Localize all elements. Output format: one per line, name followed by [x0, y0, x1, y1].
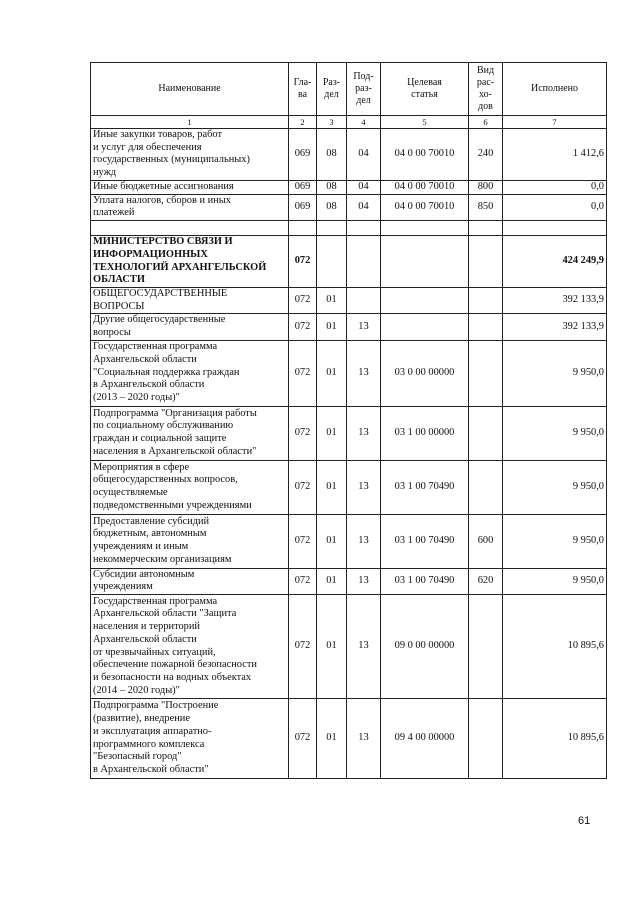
table-row	[91, 460, 607, 514]
column-number: 6	[469, 116, 503, 129]
header-subsection: Под- раз- дел	[347, 63, 381, 116]
row-amount: 9 950,0	[503, 406, 607, 460]
row-name: Мероприятия в сфере общегосударственных вопросов, осуществляемые подведомственными учреждениями	[91, 460, 289, 514]
header-executed: Исполнено	[503, 63, 607, 116]
row-type: 600	[469, 514, 503, 568]
row-type	[469, 340, 503, 406]
row-chapter: 072	[289, 406, 317, 460]
row-section: 01	[317, 314, 347, 340]
row-amount: 10 895,6	[503, 595, 607, 699]
row-name: ОБЩЕГОСУДАРСТВЕННЫЕ ВОПРОСЫ	[91, 287, 289, 313]
row-section	[317, 236, 347, 288]
document-sheet	[90, 62, 606, 779]
row-name: Другие общегосударственные вопросы	[91, 314, 289, 340]
row-target	[381, 314, 469, 340]
row-name: Подпрограмма "Организация работы по социальному обслуживанию граждан и социальной защите населения в Архангельской области"	[91, 406, 289, 460]
row-type: 850	[469, 194, 503, 220]
table-row	[91, 699, 607, 779]
row-subsection: 13	[347, 568, 381, 594]
row-amount: 1 412,6	[503, 129, 607, 181]
row-type	[469, 314, 503, 340]
header-section: Раз- дел	[317, 63, 347, 116]
row-subsection	[347, 287, 381, 313]
column-number: 7	[503, 116, 607, 129]
row-target: 03 0 00 00000	[381, 340, 469, 406]
row-subsection: 04	[347, 180, 381, 194]
row-subsection: 13	[347, 514, 381, 568]
row-chapter: 072	[289, 236, 317, 288]
row-name: Подпрограмма "Построение (развитие), внедрение и эксплуатация аппаратно- программного комплекса "Безопасный город" в Архангельской области"	[91, 699, 289, 779]
table-row	[91, 180, 607, 194]
row-section: 01	[317, 460, 347, 514]
row-type: 620	[469, 568, 503, 594]
row-section: 08	[317, 194, 347, 220]
row-type	[469, 460, 503, 514]
row-subsection: 13	[347, 340, 381, 406]
row-target: 09 0 00 00000	[381, 595, 469, 699]
row-target: 04 0 00 70010	[381, 129, 469, 181]
row-chapter: 069	[289, 129, 317, 181]
row-target: 03 1 00 00000	[381, 406, 469, 460]
table-row	[91, 568, 607, 594]
row-target: 09 4 00 00000	[381, 699, 469, 779]
header-expense-type: Вид рас- хо- дов	[469, 63, 503, 116]
row-name: Предоставление субсидий бюджетным, автономным учреждениям и иным некоммерческим организациям	[91, 514, 289, 568]
row-amount: 10 895,6	[503, 699, 607, 779]
page-number: 61	[578, 815, 591, 827]
row-section: 01	[317, 699, 347, 779]
row-target: 04 0 00 70010	[381, 180, 469, 194]
table-row	[91, 129, 607, 181]
row-amount: 392 133,9	[503, 314, 607, 340]
row-target: 04 0 00 70010	[381, 194, 469, 220]
header-target: Целевая статья	[381, 63, 469, 116]
row-amount: 9 950,0	[503, 568, 607, 594]
empty-cell	[469, 221, 503, 236]
row-subsection: 04	[347, 194, 381, 220]
row-section: 08	[317, 180, 347, 194]
row-section: 01	[317, 340, 347, 406]
row-target	[381, 236, 469, 288]
row-chapter: 072	[289, 699, 317, 779]
row-chapter: 072	[289, 514, 317, 568]
row-type	[469, 406, 503, 460]
table-row	[91, 340, 607, 406]
table-row	[91, 314, 607, 340]
row-chapter: 072	[289, 595, 317, 699]
row-name: МИНИСТЕРСТВО СВЯЗИ И ИНФОРМАЦИОННЫХ ТЕХНОЛОГИЙ АРХАНГЕЛЬСКОЙ ОБЛАСТИ	[91, 236, 289, 288]
row-section: 01	[317, 287, 347, 313]
empty-cell	[289, 221, 317, 236]
row-amount: 9 950,0	[503, 514, 607, 568]
row-subsection: 13	[347, 699, 381, 779]
row-section: 08	[317, 129, 347, 181]
column-number: 4	[347, 116, 381, 129]
row-name: Иные бюджетные ассигнования	[91, 180, 289, 194]
row-subsection: 13	[347, 406, 381, 460]
row-type: 240	[469, 129, 503, 181]
row-chapter: 072	[289, 460, 317, 514]
table-row	[91, 514, 607, 568]
row-name: Субсидии автономным учреждениям	[91, 568, 289, 594]
row-section: 01	[317, 595, 347, 699]
row-section: 01	[317, 514, 347, 568]
row-amount: 424 249,9	[503, 236, 607, 288]
table-spacer-row	[91, 221, 607, 236]
row-chapter: 072	[289, 340, 317, 406]
column-number: 3	[317, 116, 347, 129]
row-target: 03 1 00 70490	[381, 514, 469, 568]
column-number: 1	[91, 116, 289, 129]
row-chapter: 072	[289, 568, 317, 594]
empty-cell	[91, 221, 289, 236]
empty-cell	[381, 221, 469, 236]
row-amount: 9 950,0	[503, 340, 607, 406]
table-header-row	[91, 63, 607, 116]
row-section: 01	[317, 406, 347, 460]
header-name: Наименование	[91, 63, 289, 116]
table-row	[91, 406, 607, 460]
row-amount: 0,0	[503, 194, 607, 220]
row-section: 01	[317, 568, 347, 594]
row-chapter: 069	[289, 194, 317, 220]
row-type	[469, 595, 503, 699]
empty-cell	[503, 221, 607, 236]
column-number-row	[91, 116, 607, 129]
row-amount: 0,0	[503, 180, 607, 194]
row-target: 03 1 00 70490	[381, 568, 469, 594]
row-chapter: 072	[289, 314, 317, 340]
table-row	[91, 287, 607, 313]
row-subsection: 13	[347, 595, 381, 699]
table-row	[91, 194, 607, 220]
row-subsection: 04	[347, 129, 381, 181]
row-subsection: 13	[347, 460, 381, 514]
row-type	[469, 287, 503, 313]
row-chapter: 069	[289, 180, 317, 194]
row-name: Государственная программа Архангельской области "Защита населения и территорий Архангельской области от чрезвычайных ситуаций, обеспечение пожарной безопасности и безопасности на водных объектах (2014 – 2020 годы)"	[91, 595, 289, 699]
column-number: 5	[381, 116, 469, 129]
row-type	[469, 236, 503, 288]
row-chapter: 072	[289, 287, 317, 313]
row-name: Иные закупки товаров, работ и услуг для обеспечения государственных (муниципальных) нужд	[91, 129, 289, 181]
row-target: 03 1 00 70490	[381, 460, 469, 514]
empty-cell	[317, 221, 347, 236]
budget-table	[90, 62, 607, 779]
row-name: Государственная программа Архангельской области "Социальная поддержка граждан в Архангельской области (2013 – 2020 годы)"	[91, 340, 289, 406]
column-number: 2	[289, 116, 317, 129]
row-amount: 9 950,0	[503, 460, 607, 514]
table-row	[91, 595, 607, 699]
header-chapter: Гла- ва	[289, 63, 317, 116]
row-amount: 392 133,9	[503, 287, 607, 313]
row-target	[381, 287, 469, 313]
empty-cell	[347, 221, 381, 236]
row-type	[469, 699, 503, 779]
row-subsection	[347, 236, 381, 288]
row-name: Уплата налогов, сборов и иных платежей	[91, 194, 289, 220]
row-type: 800	[469, 180, 503, 194]
table-row	[91, 236, 607, 288]
row-subsection: 13	[347, 314, 381, 340]
